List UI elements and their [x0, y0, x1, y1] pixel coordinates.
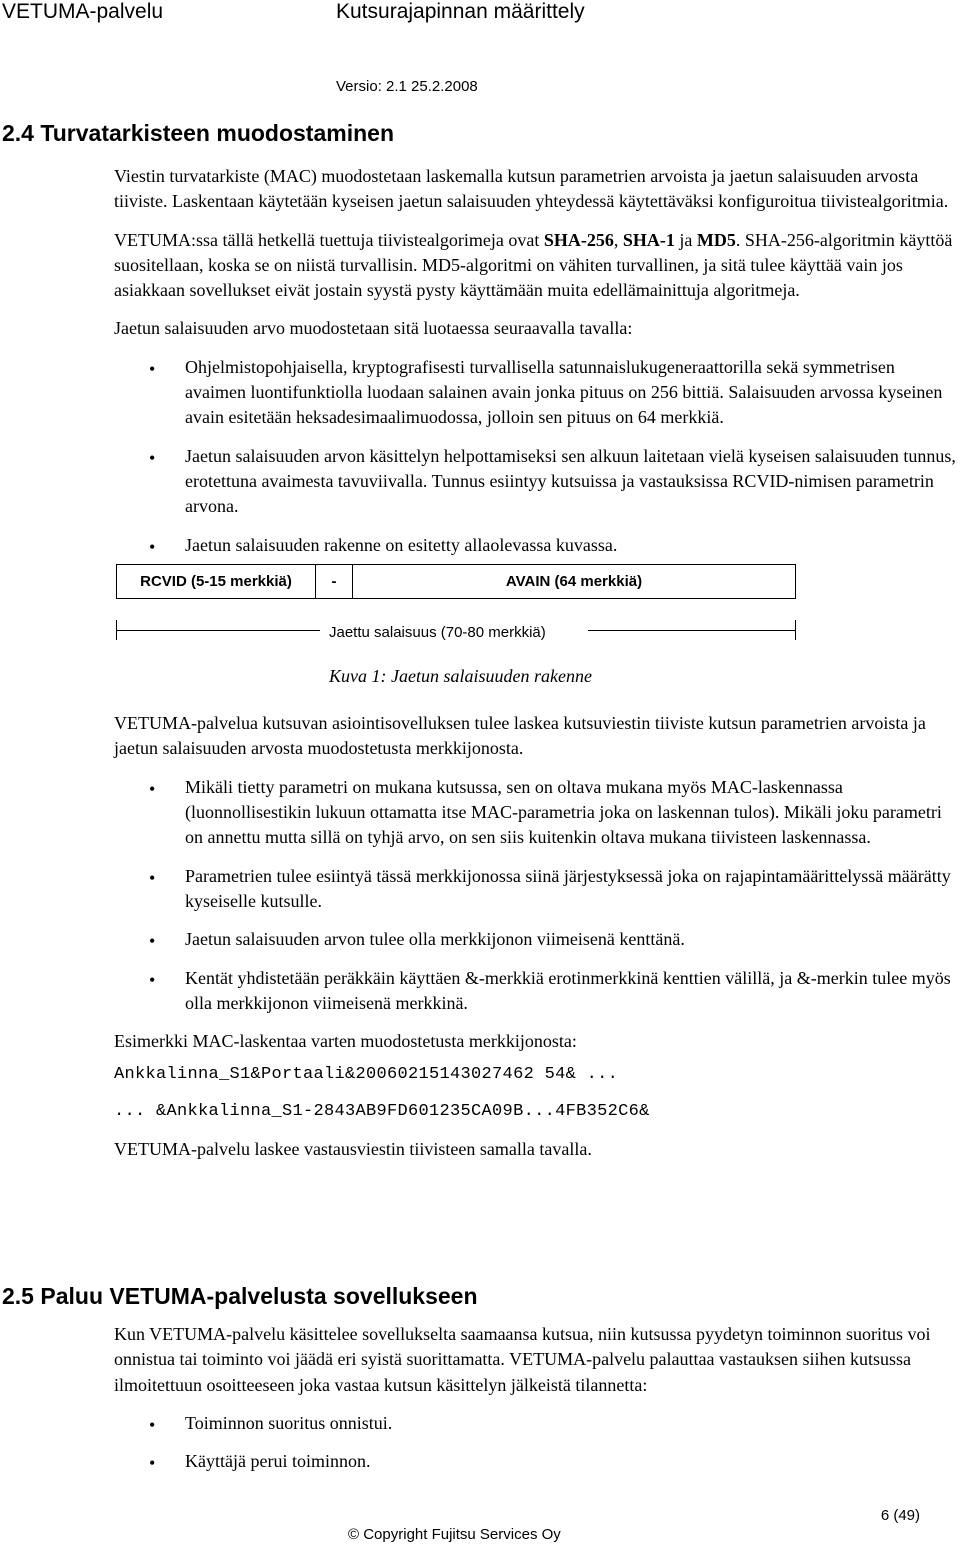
section-2-4-body [114, 164, 960, 1163]
figure-caption: Kuva 1: Jaetun salaisuuden rakenne [329, 665, 592, 686]
bullet-icon: • [149, 969, 156, 990]
list-item: • Mikäli tietty parametri on mukana kutsussa, sen on oltava mukana myös MAC-laskennassa (luonnollisestikin lukuun ottamatta itse MAC-parametria joka on laskennan tulos). Mikäli joku parametri on annettu mutta sillä on tyhjä arvo, on sen siis kuitenkin oltava mukana tiivisteen laskennassa. [149, 776, 942, 848]
paragraph: Esimerkki MAC-laskentaa varten muodostetusta merkkijonosta: [114, 1031, 577, 1052]
example-string-line-1: Ankkalinna_S1&Portaali&20060215143027462 54& ... [114, 1065, 619, 1085]
separator-box: - [315, 564, 353, 599]
paragraph: Jaetun salaisuuden arvo muodostetaan sitä luotaessa seuraavalla tavalla: [114, 318, 633, 339]
bullet-icon: • [149, 1453, 156, 1474]
section-title: Turvatarkisteen muodostaminen [40, 120, 394, 146]
algo-sha1: SHA-1 [622, 229, 675, 250]
section-2-4-heading [2, 120, 394, 147]
section-2-5-heading [2, 1283, 478, 1310]
page-number: 6 (49) [880, 1507, 920, 1524]
list-item: • Parametrien tulee esiintyä tässä merkkijonossa siinä järjestyksessä joka on rajapintamäärittelyssä määrätty kyseiselle kutsulle. [149, 865, 951, 911]
bullet-icon: • [149, 867, 156, 888]
span-label: Jaettu salaisuus (70-80 merkkiä) [329, 623, 546, 641]
bullet-list [114, 775, 960, 1016]
avain-box: AVAIN (64 merkkiä) [352, 564, 796, 599]
algo-sha256: SHA-256 [543, 229, 614, 250]
bullet-list [114, 355, 960, 558]
span-line-left [116, 630, 320, 631]
list-item: • Ohjelmistopohjaisella, kryptografisesti turvallisella satunnaislukugeneraattorilla sekä symmetrisen avaimen luontifunktiolla luodaan salainen avain jonka pituus on 256 bittiä. Salaisuuden arvossa kyseinen avain esitetään heksadesimaalimuodossa, jolloin sen pituus on 64 merkkiä. [149, 356, 943, 428]
copyright-notice: © Copyright Fujitsu Services Oy [348, 1526, 561, 1543]
paragraph: VETUMA-palvelua kutsuvan asiointisovelluksen tulee laskea kutsuviestin tiiviste kutsun parametrien arvoista ja jaetun salaisuuden arvosta muodostetusta merkkijonosta. [114, 713, 926, 759]
shared-secret-structure-diagram [114, 564, 960, 664]
rcvid-box: RCVID (5-15 merkkiä) [116, 564, 316, 599]
list-item: • Käyttäjä perui toiminnon. [114, 1449, 960, 1474]
list-item: • Kentät yhdistetään peräkkäin käyttäen &-merkkiä erotinmerkkinä kenttien välillä, ja &-merkin tulee myös olla merkkijonon viimeisenä merkkinä. [149, 967, 951, 1013]
paragraph-algorithms: VETUMA:ssa tällä hetkellä tuettuja tiivistealgorimeja ovat SHA-256, SHA-1 ja MD5. SHA-256-algoritmin käyttöä suositellaan, koska se on niistä turvallisin. MD5-algoritmi on vähiten turvallinen, ja sitä tulee käyttää vain jos asiakkaan sovellukset eivät jostain syystä pysty käyttämään muita edellämainittuja algoritmeja. [114, 229, 953, 301]
section-number: 2.4 [2, 120, 34, 146]
header-version: Versio: 2.1 25.2.2008 [336, 78, 478, 95]
bullet-icon: • [149, 447, 156, 468]
list-item: • Toiminnon suoritus onnistui. [114, 1411, 960, 1436]
bullet-list [114, 1411, 960, 1475]
algo-md5: MD5 [696, 229, 736, 250]
section-number: 2.5 [2, 1283, 34, 1309]
bullet-icon: • [149, 358, 156, 379]
section-title: Paluu VETUMA-palvelusta sovellukseen [40, 1283, 478, 1309]
bullet-icon: • [149, 778, 156, 799]
paragraph: Kun VETUMA-palvelu käsittelee sovellukselta saamaansa kutsua, niin kutsussa pyydetyn toiminnon suoritus voi onnistua tai toiminto voi jäädä eri syistä suorittamatta. VETUMA-palvelu palauttaa vastauksen siihen kutsussa ilmoitettuun osoitteeseen joka vastaa kutsun käsittelyn jälkeistä tilannetta: [114, 1324, 931, 1395]
header-service-name: VETUMA-palvelu [2, 0, 164, 23]
paragraph: VETUMA-palvelu laskee vastausviestin tiivisteen samalla tavalla. [114, 1139, 592, 1160]
list-item: • Jaetun salaisuuden rakenne on esitetty allaolevassa kuvassa. [114, 533, 960, 558]
span-line-right [588, 630, 796, 631]
section-2-5-body [114, 1322, 960, 1487]
header-document-title: Kutsurajapinnan määrittely [336, 0, 585, 23]
bullet-icon: • [149, 536, 156, 557]
bullet-icon: • [149, 931, 156, 952]
list-item: • Jaetun salaisuuden arvon käsittelyn helpottamiseksi sen alkuun laitetaan vielä kyseisen salaisuuden tunnus, erotettuna avaimesta tavuviivalla. Tunnus esiintyy kutsuissa ja vastauksissa RCVID-nimisen parametrin arvona. [149, 445, 956, 517]
example-string-line-2: ... &Ankkalinna_S1-2843AB9FD601235CA09B...4FB352C6& [114, 1102, 650, 1122]
span-tick-right [795, 620, 796, 640]
list-item: • Jaetun salaisuuden arvon tulee olla merkkijonon viimeisenä kenttänä. [114, 927, 960, 952]
bullet-icon: • [149, 1414, 156, 1435]
paragraph: Viestin turvatarkiste (MAC) muodostetaan laskemalla kutsun parametrien arvoista ja jaetun salaisuuden arvosta tiiviste. Laskentaan käytetään kyseisen jaetun salaisuuden yhteydessä käytettäväksi konfiguroitua tiivistealgoritmia. [114, 166, 949, 212]
